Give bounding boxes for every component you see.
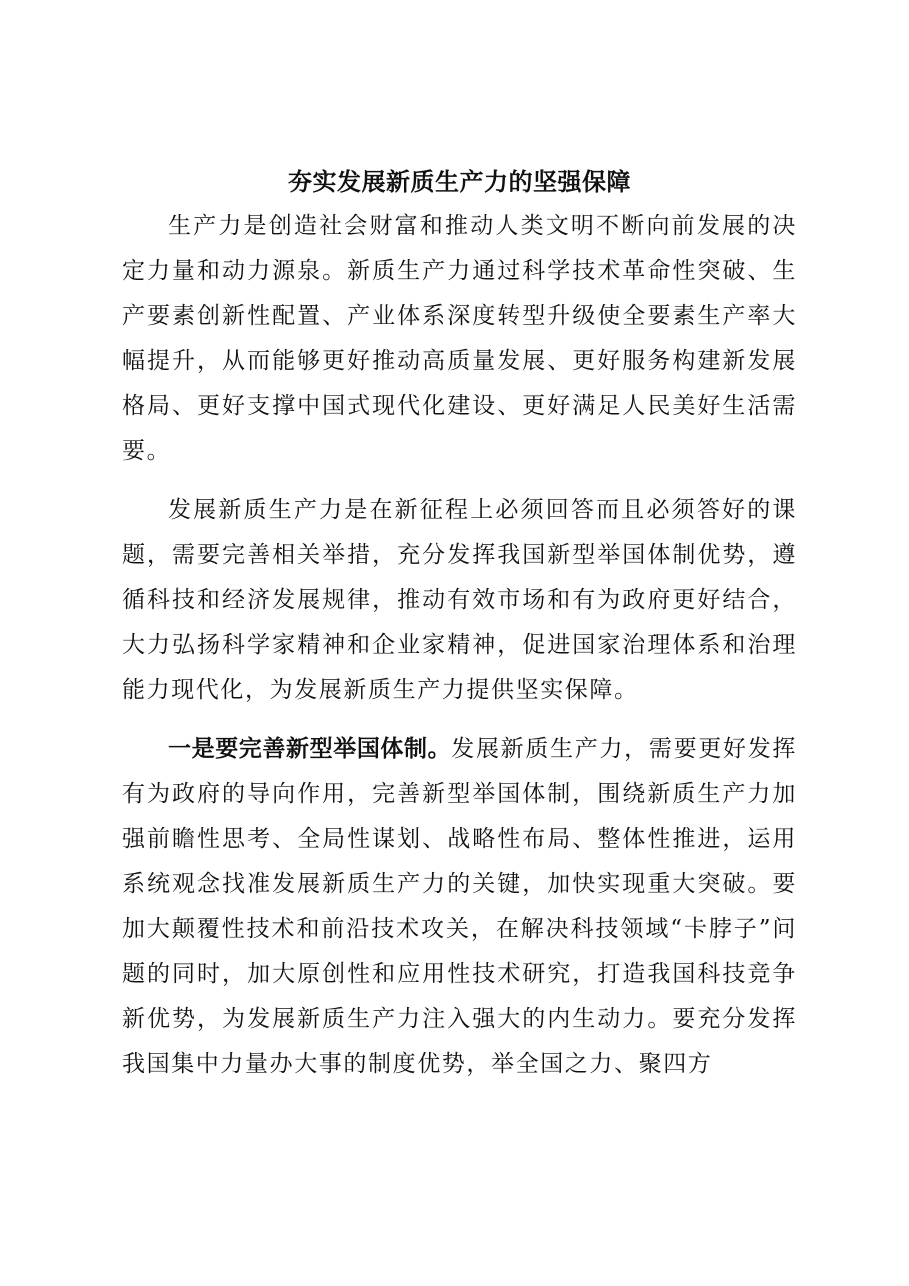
- paragraph-2: [122, 488, 797, 713]
- paragraph-2-text: 发展新质生产力是在新征程上必须回答而且必须答好的课题，需要完善相关举措，充分发挥我国新型举国体制优势，遵循科技和经济发展规律，推动有效市场和有为政府更好结合，大力弘扬科学家精神和企业家精神，促进国家治理体系和治理能力现代化，为发展新质生产力提供坚实保障。: [122, 497, 797, 703]
- paragraph-1: [122, 204, 797, 474]
- paragraph-3: [122, 727, 797, 1087]
- document-title: 夯实发展新质生产力的坚强保障: [288, 168, 631, 196]
- paragraph-1-text: 生产力是创造社会财富和推动人类文明不断向前发展的决定力量和动力源泉。新质生产力通过科学技术革命性突破、生产要素创新性配置、产业体系深度转型升级使全要素生产率大幅提升，从而能够更好推动高质量发展、更好服务构建新发展格局、更好支撑中国式现代化建设、更好满足人民美好生活需要。: [122, 213, 797, 464]
- paragraph-3-text: 发展新质生产力，需要更好发挥有为政府的导向作用，完善新型举国体制，围绕新质生产力加强前瞻性思考、全局性谋划、战略性布局、整体性推进，运用系统观念找准发展新质生产力的关键，加快实现重大突破。要加大颠覆性技术和前沿技术攻关，在解决科技领域“卡脖子”问题的同时，加大原创性和应用性技术研究，打造我国科技竞争新优势，为发展新质生产力注入强大的内生动力。要充分发挥我国集中力量办大事的制度优势，举全国之力、聚四方: [122, 736, 797, 1077]
- paragraph-3-lead-heading: 一是要完善新型举国体制。: [168, 736, 452, 762]
